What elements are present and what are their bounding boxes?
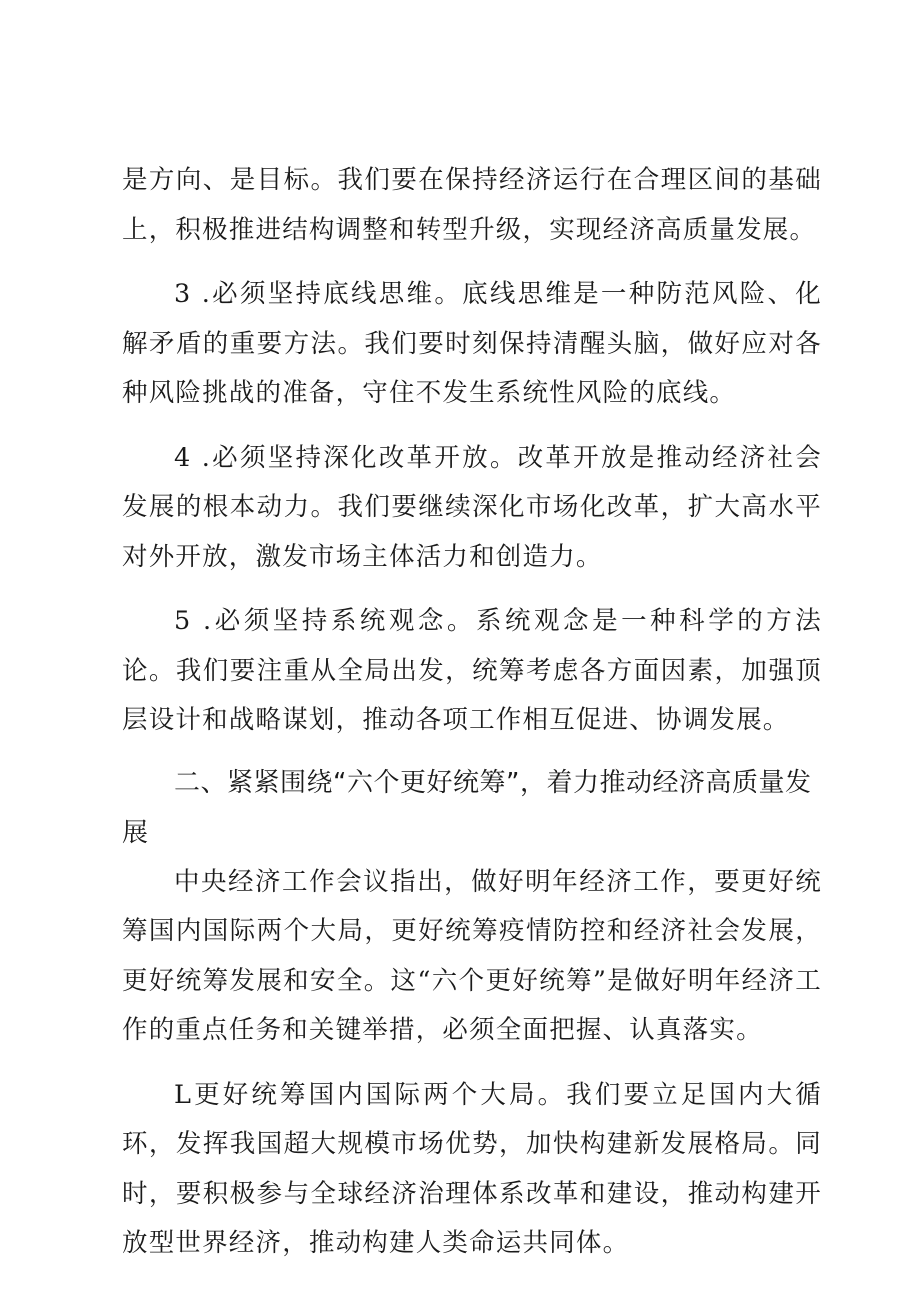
paragraph-point-3: 3 .必须坚持底线思维。底线思维是一种防范风险、化解矛盾的重要方法。我们要时刻保持清醒头脑，做好应对各种风险挑战的准备，守住不发生系统性风险的底线。 <box>122 279 822 408</box>
paragraph-point-1: L更好统筹国内国际两个大局。我们要立足国内大循环，发挥我国超大规模市场优势，加快构建新发展格局。同时，要积极参与全球经济治理体系改革和建设，推动构建开放型世界经济，推动构建人类命运共同体。 <box>122 1079 822 1258</box>
paragraph-intro: 中央经济工作会议指出，做好明年经济工作，要更好统筹国内国际两个大局，更好统筹疫情防控和经济社会发展，更好统筹发展和安全。这“六个更好统筹”是做好明年经济工作的重点任务和关键举措，必须全面把握、认真落实。 <box>122 866 822 1045</box>
paragraph-point-5: 5 .必须坚持系统观念。系统观念是一种科学的方法论。我们要注重从全局出发，统筹考虑各方面因素，加强顶层设计和战略谋划，推动各项工作相互促进、协调发展。 <box>122 606 822 735</box>
paragraph-point-4: 4 .必须坚持深化改革开放。改革开放是推动经济社会发展的根本动力。我们要继续深化市场化改革，扩大高水平对外开放，激发市场主体活力和创造力。 <box>122 442 822 572</box>
paragraph-continuation: 是方向、是目标。我们要在保持经济运行在合理区间的基础上，积极推进结构调整和转型升级，实现经济高质量发展。 <box>122 165 822 245</box>
section-heading: 二、紧紧围绕“六个更好统筹”，着力推动经济高质量发展 <box>122 767 812 848</box>
document-page <box>122 156 822 1269</box>
